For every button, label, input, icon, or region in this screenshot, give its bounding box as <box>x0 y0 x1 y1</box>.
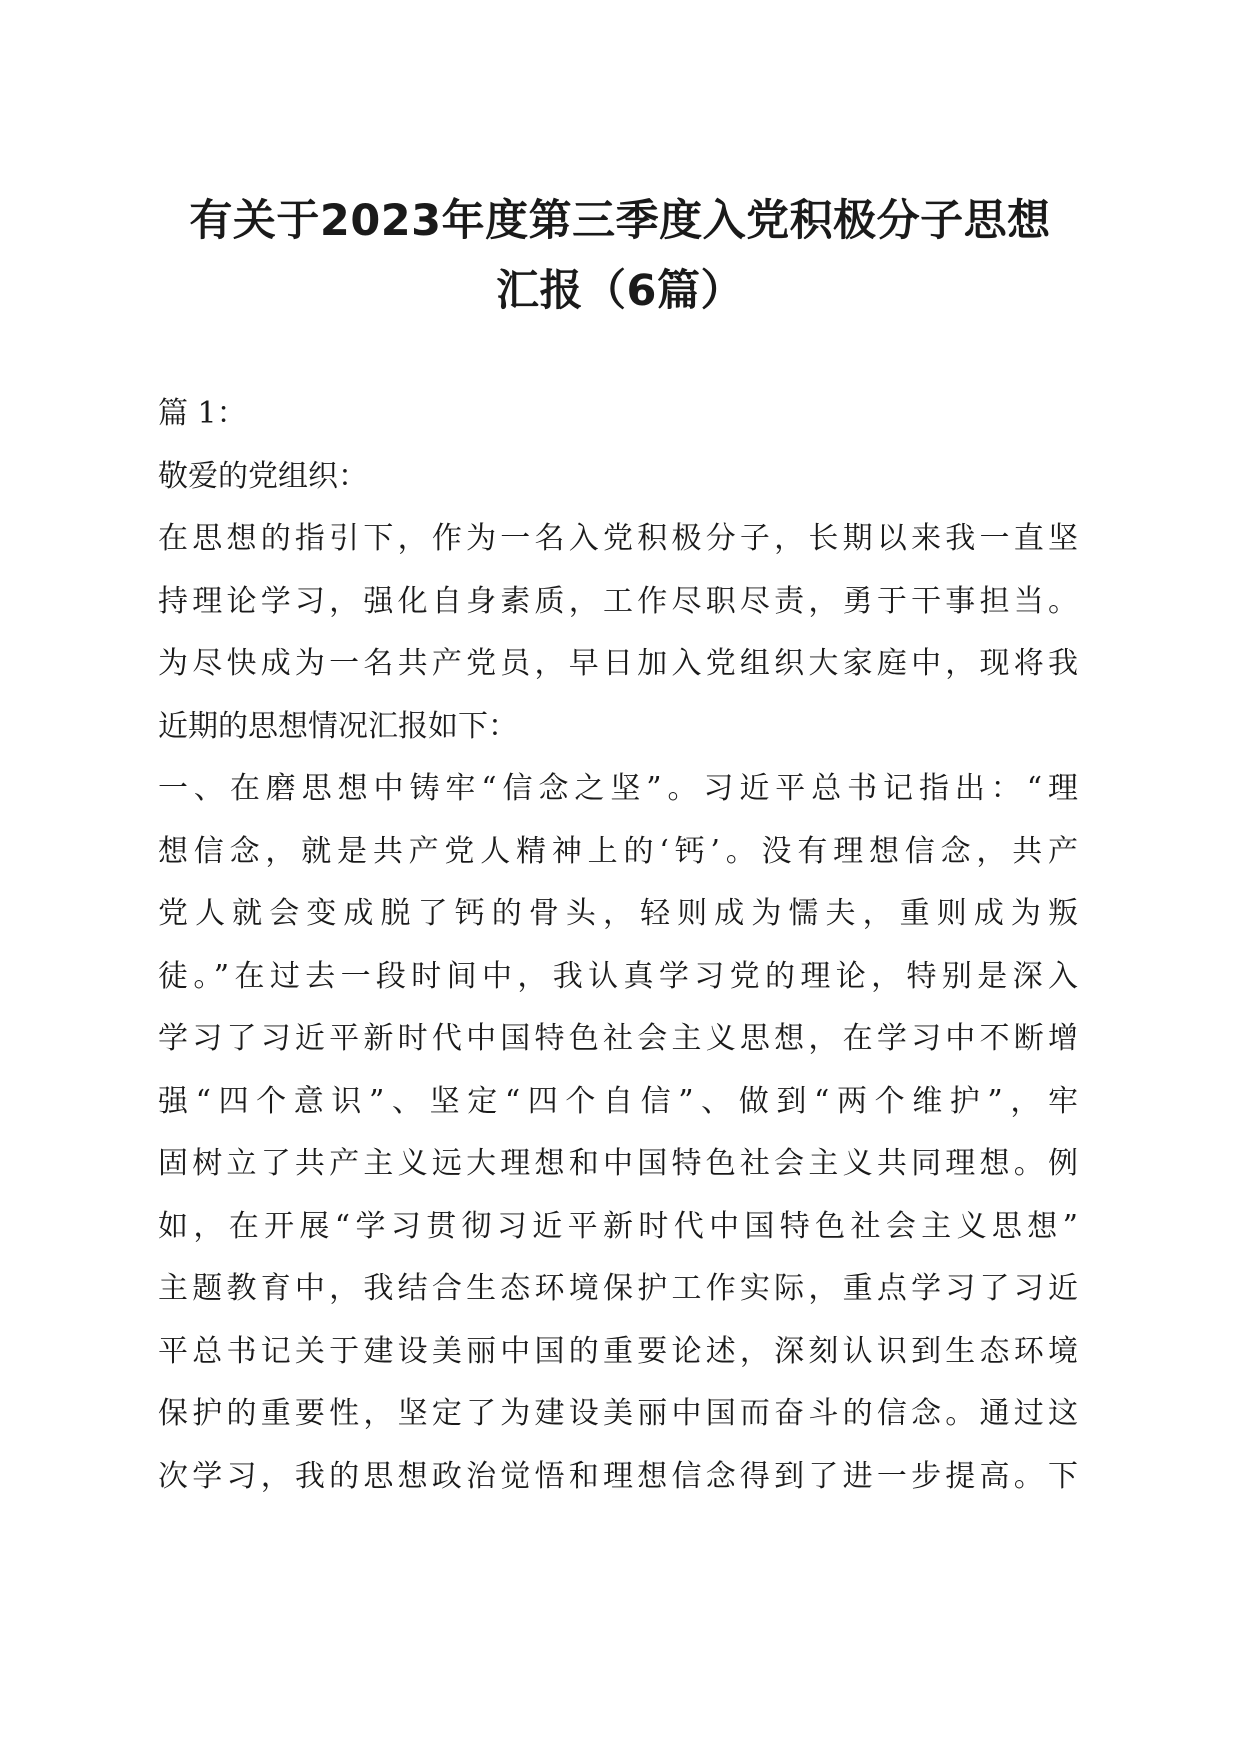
body-line: 保护的重要性，坚定了为建设美丽中国而奋斗的信念。通过这 <box>158 1396 1078 1431</box>
body-line: 近期的思想情况汇报如下： <box>158 708 518 744</box>
body-line: 固树立了共产主义远大理想和中国特色社会主义共同理想。例 <box>158 1146 1078 1181</box>
body-line: 徒。”在过去一段时间中，我认真学习党的理论，特别是深入 <box>158 958 1078 994</box>
body-line: 次学习，我的思想政治觉悟和理想信念得到了进一步提高。下 <box>158 1458 1078 1494</box>
body-line: 平总书记关于建设美丽中国的重要论述，深刻认识到生态环境 <box>158 1333 1078 1369</box>
body-line: 在思想的指引下，作为一名入党积极分子，长期以来我一直坚 <box>158 521 1078 556</box>
body-line: 一、在磨思想中铸牢“信念之坚”。习近平总书记指出：“理 <box>158 771 1078 806</box>
body-line: 如，在开展“学习贯彻习近平新时代中国特色社会主义思想” <box>158 1208 1078 1244</box>
body-line: 为尽快成为一名共产党员，早日加入党组织大家庭中，现将我 <box>158 646 1078 681</box>
body-line: 想信念，就是共产党人精神上的‘钙’。没有理想信念，共产 <box>158 833 1078 869</box>
body-line: 党人就会变成脱了钙的骨头，轻则成为懦夫，重则成为叛 <box>158 896 1078 931</box>
body-line: 持理论学习，强化自身素质，工作尽职尽责，勇于干事担当。 <box>158 583 1078 619</box>
body-line: 学习了习近平新时代中国特色社会主义思想，在学习中不断增 <box>158 1021 1078 1056</box>
body-line: 主题教育中，我结合生态环境保护工作实际，重点学习了习近 <box>158 1271 1078 1306</box>
body-line: 强“四个意识”、坚定“四个自信”、做到“两个维护”，牢 <box>158 1083 1078 1119</box>
document-body <box>158 383 1078 1508</box>
title-line: 汇报（6篇） <box>496 266 744 316</box>
salutation: 敬爱的党组织： <box>158 458 368 494</box>
section-label: 篇 1： <box>158 396 247 431</box>
title-line: 有关于2023年度第三季度入党积极分子思想 <box>189 196 1051 246</box>
document-title <box>140 186 1100 326</box>
